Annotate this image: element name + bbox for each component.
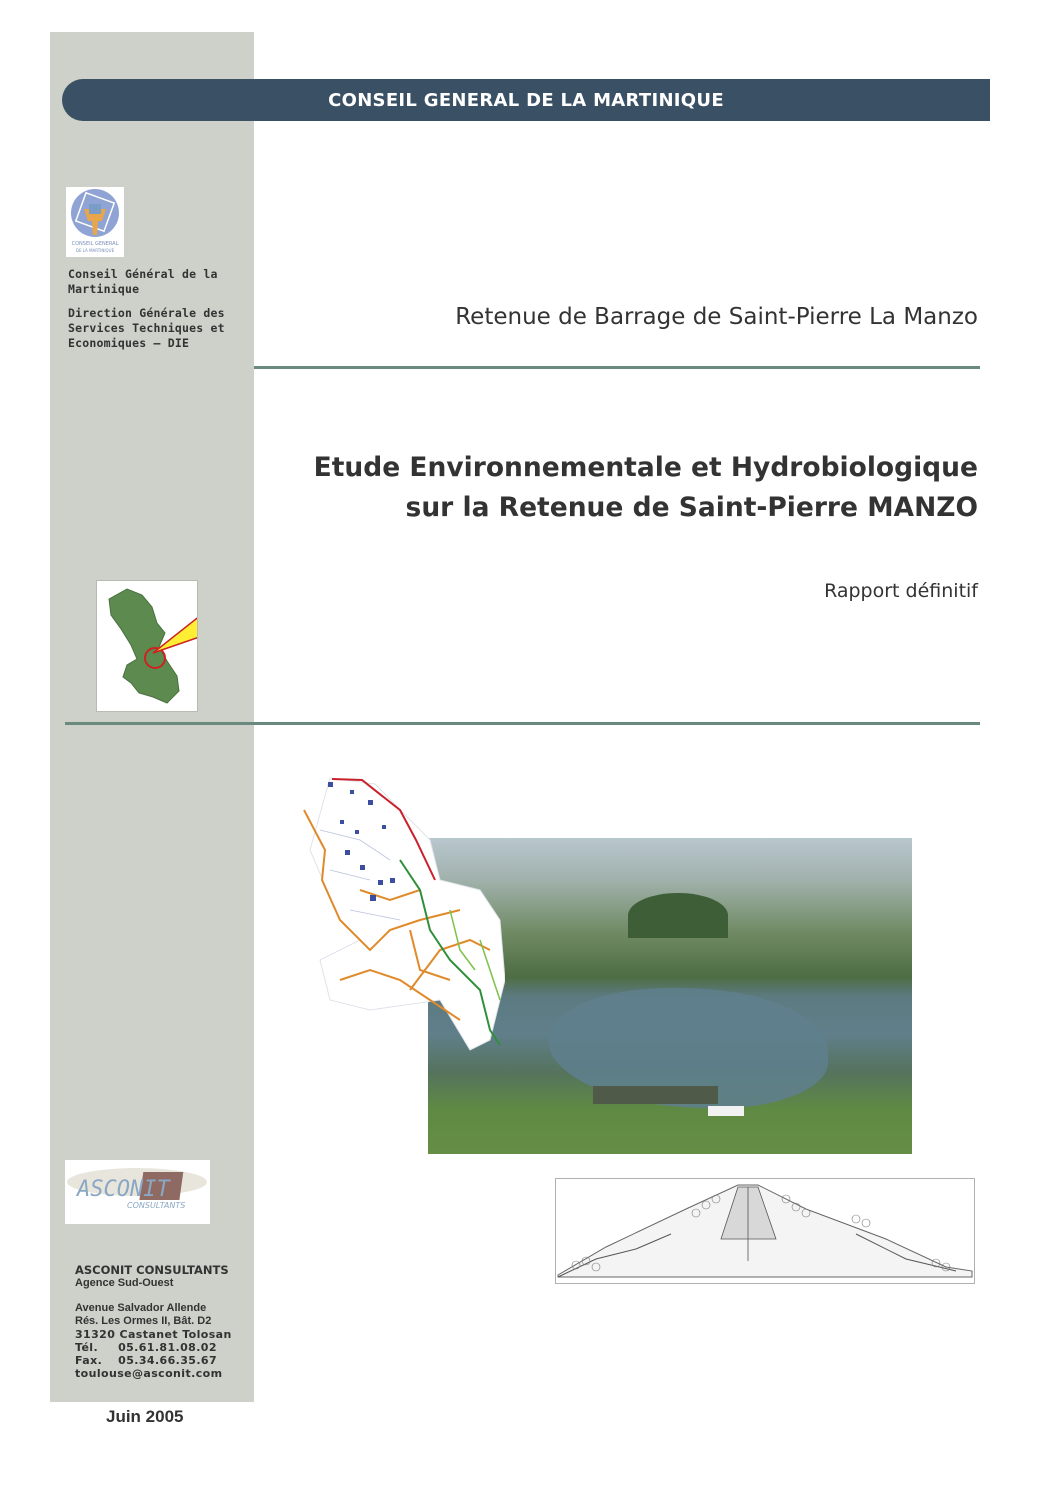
org-name xyxy=(68,267,218,297)
conseil-general-logo xyxy=(66,187,124,257)
fax-label: Fax. xyxy=(75,1354,103,1367)
asconit-logo xyxy=(65,1160,210,1224)
reservoir-images xyxy=(300,770,912,1156)
fax-number: 05.34.66.35.67 xyxy=(118,1354,218,1367)
tel-number: 05.61.81.08.02 xyxy=(118,1341,217,1354)
tel-label: Tél. xyxy=(75,1341,99,1354)
header-banner xyxy=(62,79,990,121)
conseil-general-emblem-icon xyxy=(66,187,124,257)
divider-top xyxy=(254,366,980,369)
report-type: Rapport définitif xyxy=(824,580,978,602)
dam-section-diagram-icon xyxy=(556,1179,974,1283)
dept-line2: Services Techniques et xyxy=(68,321,225,335)
title-line1: Etude Environnementale et Hydrobiologique xyxy=(313,452,978,483)
asconit-logo-icon xyxy=(65,1160,210,1224)
title-line2: sur la Retenue de Saint-Pierre MANZO xyxy=(405,492,978,523)
dept-line3: Economiques – DIE xyxy=(68,336,190,350)
svg-text:ASCONIT: ASCONIT xyxy=(77,1177,170,1202)
department-name xyxy=(68,306,225,351)
address-line2: Rés. Les Ormes II, Bât. D2 xyxy=(75,1315,212,1327)
document-subtitle: Retenue de Barrage de Saint-Pierre La Manzo xyxy=(455,304,978,330)
telephone xyxy=(75,1341,217,1354)
martinique-location-map xyxy=(96,580,198,712)
photo-building xyxy=(708,1106,744,1116)
photo-hill xyxy=(628,893,728,938)
svg-text:DE LA MARTINIQUE: DE LA MARTINIQUE xyxy=(75,248,115,253)
banner-title: CONSEIL GENERAL DE LA MARTINIQUE xyxy=(328,89,724,111)
address-line1: Avenue Salvador Allende xyxy=(75,1302,207,1314)
consultant-name: ASCONIT CONSULTANTS xyxy=(75,1263,229,1277)
hydrographic-map-icon xyxy=(300,770,505,1060)
dam-cross-section xyxy=(555,1178,975,1284)
dept-line1: Direction Générale des xyxy=(68,306,225,320)
fax xyxy=(75,1354,217,1367)
consultant-agency: Agence Sud-Ouest xyxy=(75,1277,174,1289)
org-name-line2: Martinique xyxy=(68,282,140,296)
divider-middle xyxy=(65,722,980,725)
island-location-icon xyxy=(97,581,197,711)
publication-date: Juin 2005 xyxy=(106,1407,184,1426)
org-name-line1: Conseil Général de la xyxy=(68,267,218,281)
document-title xyxy=(314,448,978,528)
email: toulouse@asconit.com xyxy=(75,1367,223,1380)
photo-dam xyxy=(593,1086,718,1104)
svg-text:CONSULTANTS: CONSULTANTS xyxy=(127,1201,186,1210)
address-line3: 31320 Castanet Tolosan xyxy=(75,1328,232,1341)
svg-text:CONSEIL GENERAL: CONSEIL GENERAL xyxy=(71,241,119,247)
